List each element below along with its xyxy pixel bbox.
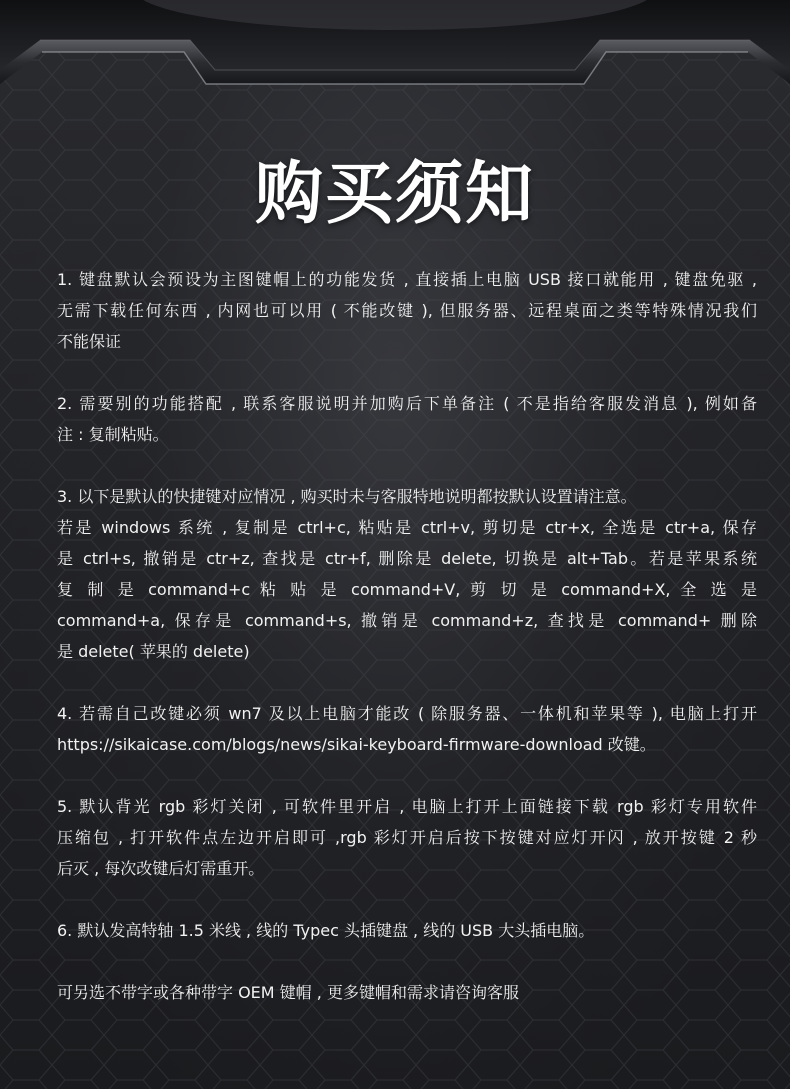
text-line: 可另选不带字或各种带字 OEM 键帽 , 更多键帽和需求请咨询客服 [57,983,519,1002]
text-line: 1. 键盘默认会预设为主图键帽上的功能发货 , 直接插上电脑 USB 接口就能用 , 键盘免驱 , [57,270,757,289]
text-line: 不能保证 [57,332,122,351]
notice-item-2 [57,388,757,450]
text-line: 压缩包 , 打开软件点左边开启即可 ,rgb 彩灯开启后按下按键对应灯开闪 , 放开按键 2 秒 [57,828,757,847]
text-line: 4. 若需自己改键必须 wn7 及以上电脑才能改 ( 除服务器、一体机和苹果等 ), 电脑上打开 [57,704,757,723]
text-line: 若是 windows 系统 , 复制是 ctrl+c, 粘贴是 ctrl+v, 剪切是 ctr+x, 全选是 ctr+a, 保存 [57,518,757,537]
text-line: 6. 默认发高特轴 1.5 米线 , 线的 Typec 头插键盘 , 线的 USB 大头插电脑。 [57,921,595,940]
notice-item-7 [57,977,757,1008]
page-title: 购买须知 [254,155,535,234]
text-line: 注 : 复制粘贴。 [57,425,169,444]
firmware-download-link-text: https://sikaicase.com/blogs/news/sikai-keyboard-firmware-download 改键。 [57,735,656,754]
notice-content [57,264,757,1008]
notice-item-5 [57,791,757,884]
top-frame-decoration [0,0,790,130]
text-line: 是 delete( 苹果的 delete) [57,642,250,661]
text-line: 后灭 , 每次改键后灯需重开。 [57,859,265,878]
text-line: 3. 以下是默认的快捷键对应情况 , 购买时未与客服特地说明都按默认设置请注意。 [57,487,637,506]
notice-item-6 [57,915,757,946]
text-line: 5. 默认背光 rgb 彩灯关闭 , 可软件里开启 , 电脑上打开上面链接下载 rgb 彩灯专用软件 [57,797,757,816]
text-line: command+a, 保存是 command+s, 撤销是 command+z, 查找是 command+ 删除 [57,611,757,630]
notice-item-1 [57,264,757,357]
text-line: 2. 需要别的功能搭配 , 联系客服说明并加购后下单备注 ( 不是指给客服发消息 ), 例如备 [57,394,757,413]
text-line: 无需下载任何东西 , 内网也可以用 ( 不能改键 ), 但服务器、远程桌面之类等特殊情况我们 [57,301,757,320]
notice-item-4 [57,698,757,760]
text-line: 是 ctrl+s, 撤销是 ctr+z, 查找是 ctr+f, 删除是 delete, 切换是 alt+Tab。若是苹果系统 [57,549,757,568]
text-line: 复 制 是 command+c 粘 贴 是 command+V, 剪 切 是 command+X, 全 选 是 [57,580,757,599]
notice-item-3 [57,481,757,667]
